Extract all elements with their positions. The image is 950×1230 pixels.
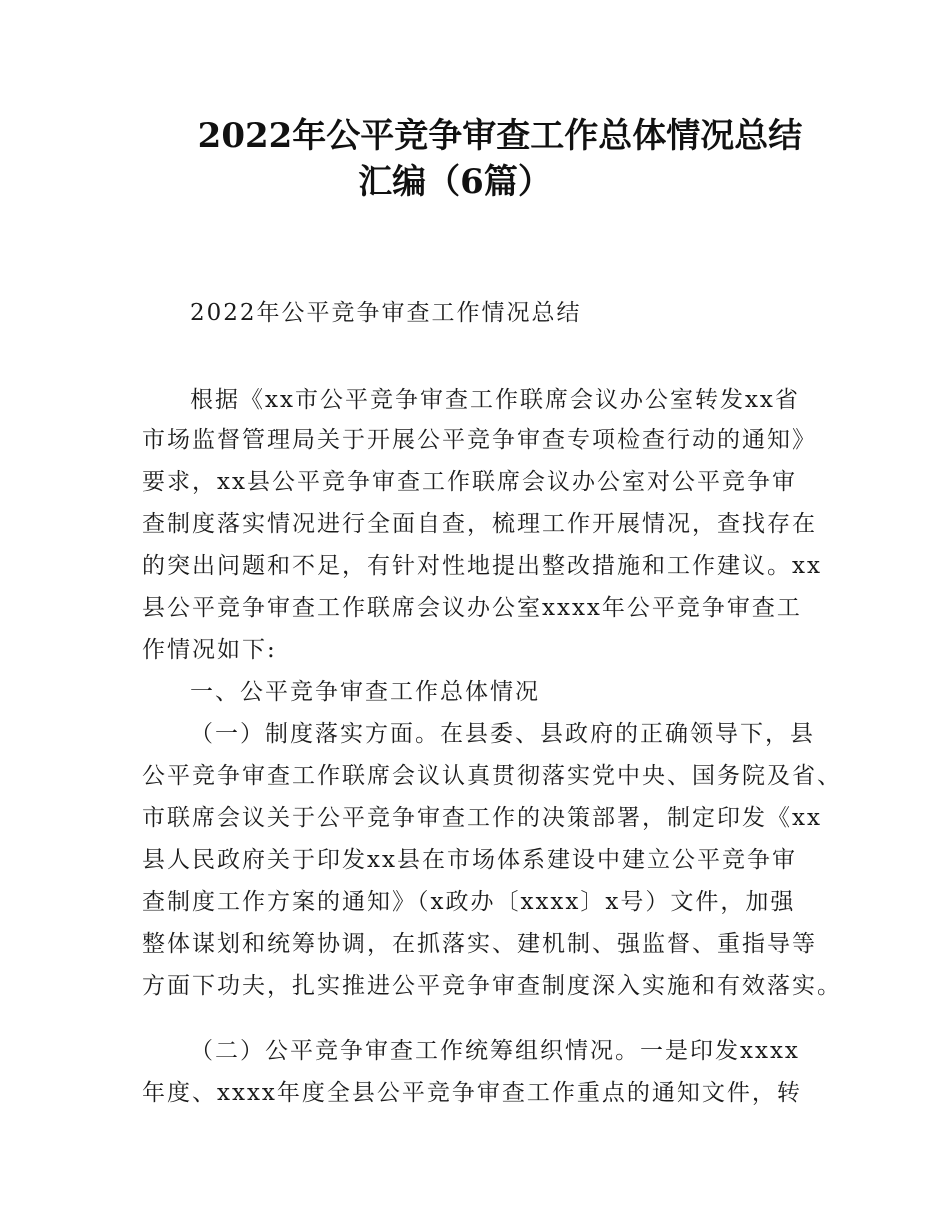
body-line: 方面下功夫，扎实推进公平竞争审查制度深入实施和有效落实。	[142, 973, 842, 999]
body-line: 市联席会议关于公平竞争审查工作的决策部署，制定印发《xx	[142, 805, 822, 831]
body-line: 查制度工作方案的通知》（x政办〔xxxx〕x号）文件，加强	[142, 889, 796, 915]
section-subtitle: 2022年公平竞争审查工作情况总结	[190, 300, 582, 326]
body-line: 市场监督管理局关于开展公平竞争审查专项检查行动的通知》	[142, 427, 817, 453]
body-line: 作情况如下:	[142, 637, 277, 663]
section-heading: 一、公平竞争审查工作总体情况	[190, 679, 540, 705]
body-line: （一）制度落实方面。在县委、县政府的正确领导下，县	[190, 721, 815, 747]
body-line: 查制度落实情况进行全面自查，梳理工作开展情况，查找存在	[142, 511, 817, 537]
body-line: 整体谋划和统筹协调，在抓落实、建机制、强监督、重指导等	[142, 931, 817, 957]
document-title-line-2: 汇编（6篇）	[358, 162, 552, 202]
body-line: 县公平竞争审查工作联席会议办公室xxxx年公平竞争审查工	[142, 595, 802, 621]
document-title-line-1: 2022年公平竞争审查工作总体情况总结	[197, 116, 803, 156]
body-line: 的突出问题和不足，有针对性地提出整改措施和工作建议。xx	[142, 553, 822, 579]
body-line: （二）公平竞争审查工作统筹组织情况。一是印发xxxx	[190, 1038, 800, 1064]
body-line: 根据《xx市公平竞争审查工作联席会议办公室转发xx省	[190, 387, 800, 413]
body-line: 县人民政府关于印发xx县在市场体系建设中建立公平竞争审	[142, 847, 797, 873]
body-line: 年度、xxxx年度全县公平竞争审查工作重点的通知文件，转	[142, 1080, 802, 1106]
body-line: 要求，xx县公平竞争审查工作联席会议办公室对公平竞争审	[142, 469, 797, 495]
body-line: 公平竞争审查工作联席会议认真贯彻落实党中央、国务院及省、	[142, 763, 842, 789]
